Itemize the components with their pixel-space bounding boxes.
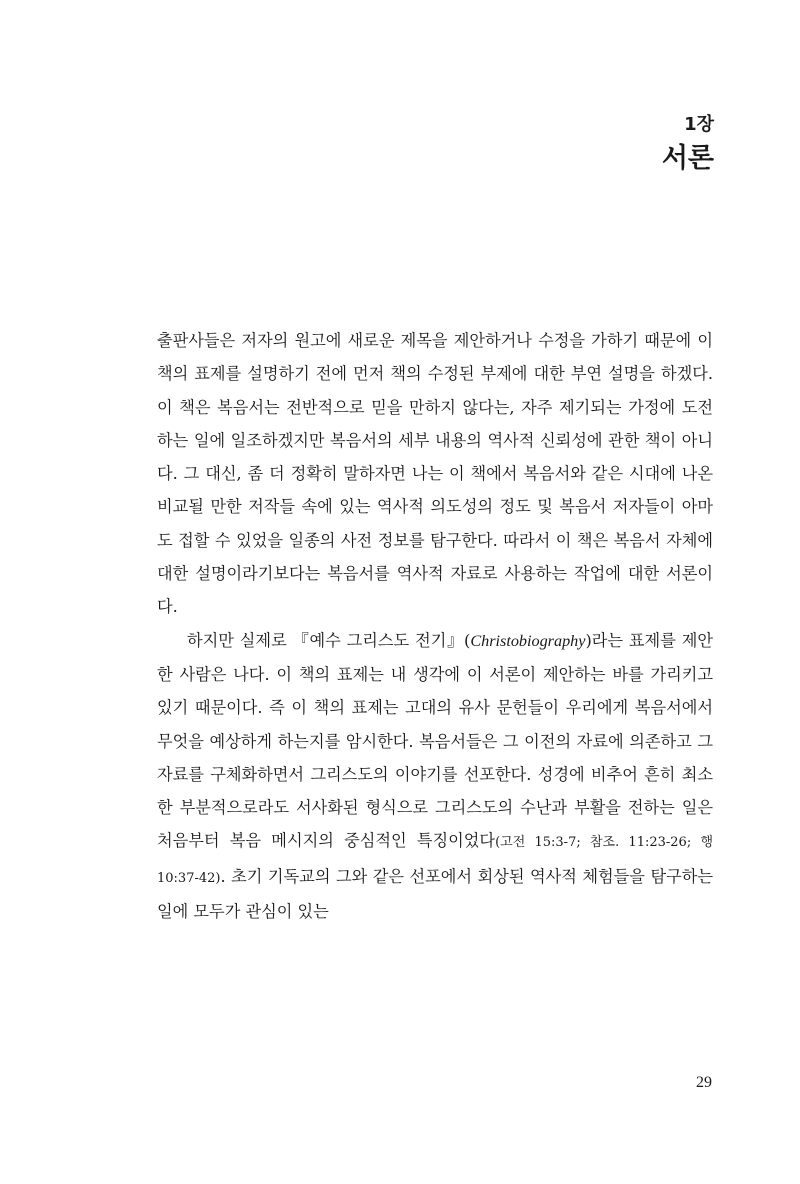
paragraph-2-part-2: )라는 표제를 제안한 사람은 나다. 이 책의 표제는 내 생각에 이 서론이 제안하는 바를 가리키고 있기 때문이다. 즉 이 책의 표제는 고대의 유사 문헌들이 우리에게 복음서에서 무엇을 예상하게 하는지를 암시한다. 복음서들은 그 이전의 자료에 의존하고 그 자료를 구체화하면서 그리스도의 이야기를 선포한다. 성경에 비추어 흔히 최소한 부분적으로라도 서사화된 형식으로 그리스도의 수난과 부활을 전하는 일은 처음부터 복음 메시지의 중심적인 특징이었다 (157, 630, 713, 851)
scripture-reference: (고전 15:3-7; 참조. 11:23-26; 행 10:37-42) (157, 835, 713, 886)
paragraph-2-part-1: 하지만 실제로 『예수 그리스도 전기』( (187, 630, 471, 650)
english-title: Christobiography (470, 631, 586, 650)
chapter-title: 서론 (661, 143, 714, 174)
paragraph-1: 출판사들은 저자의 원고에 새로운 제목을 제안하거나 수정을 가하기 때문에 이 책의 표제를 설명하기 전에 먼저 책의 수정된 부제에 대한 부연 설명을 하겠다. 이 책은 복음서는 전반적으로 믿을 만하지 않다는, 자주 제기되는 가정에 도전하는 일에 일조하겠지만 복음서의 세부 내용의 역사적 신뢰성에 관한 책이 아니다. 그 대신, 좀 더 정확히 말하자면 나는 이 책에서 복음서와 같은 시대에 나온 비교될 만한 저작들 속에 있는 역사적 의도성의 정도 및 복음서 저자들이 아마도 접할 수 있었을 일종의 사전 정보를 탐구한다. 따라서 이 책은 복음서 자체에 대한 설명이라기보다는 복음서를 역사적 자료로 사용하는 작업에 대한 서론이다. (157, 331, 713, 617)
page-number: 29 (696, 1074, 712, 1091)
paragraph-2-part-3: . 초기 기독교의 그와 같은 선포에서 회상된 역사적 체험들을 탐구하는 일에 모두가 관심이 있는 (157, 866, 713, 922)
body-text (157, 324, 713, 928)
paragraph-2 (157, 624, 713, 929)
chapter-header (662, 112, 714, 178)
chapter-number: 1장 (684, 114, 714, 135)
